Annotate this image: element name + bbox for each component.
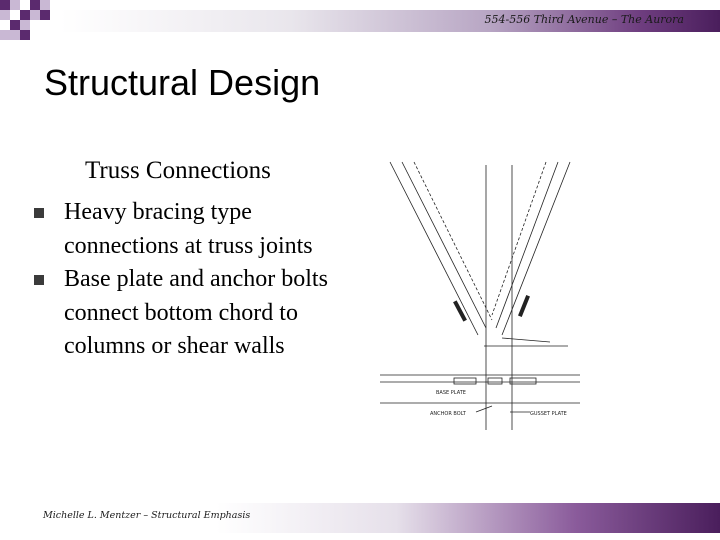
left-diagonal-edge: [390, 162, 478, 335]
base-plate-center: [488, 378, 502, 384]
bullet-text: Heavy bracing type connections at truss joints: [64, 199, 313, 259]
header-band: [0, 0, 720, 40]
weld-hatching: [518, 295, 530, 317]
gusset-label: GUSSET PLATE: [530, 411, 567, 417]
base-plate-left: [454, 378, 476, 384]
bullet-item: [30, 196, 330, 263]
square-bullet-icon: [34, 275, 44, 285]
truss-connection-drawing: [380, 160, 580, 430]
base-plate-label: BASE PLATE: [436, 390, 466, 396]
bullet-list: [30, 196, 330, 364]
leader-line: [476, 406, 492, 412]
leader-line: [502, 338, 550, 342]
square-bullet-icon: [34, 208, 44, 218]
weld-hatching: [453, 300, 467, 321]
slide-title: Structural Design: [44, 62, 321, 103]
header-project-name: 554-556 Third Avenue – The Aurora: [484, 13, 684, 26]
bullet-text: Base plate and anchor bolts connect bottom chord to columns or shear walls: [64, 266, 328, 359]
left-diagonal-edge: [402, 162, 486, 328]
slide-subtitle: Truss Connections: [85, 157, 271, 184]
left-diagonal-dashed: [414, 162, 492, 320]
footer-author: Michelle L. Mentzer – Structural Emphasis: [43, 510, 251, 521]
bullet-item: [30, 263, 330, 364]
base-plate-right: [510, 378, 536, 384]
anchor-bolt-label: ANCHOR BOLT: [430, 411, 466, 417]
